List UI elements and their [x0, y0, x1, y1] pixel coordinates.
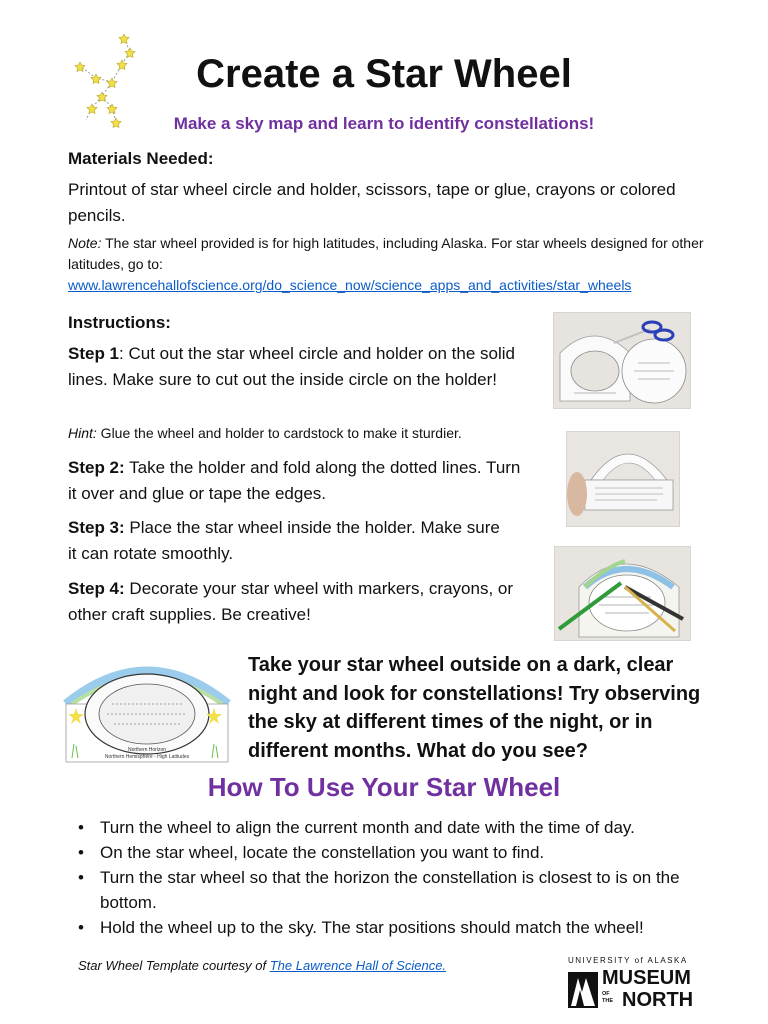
photo-decorating: [554, 546, 691, 641]
of-the-label: OF THE: [602, 991, 613, 1004]
step-3: [68, 515, 508, 567]
howto-list: [68, 815, 708, 940]
step-1-label: Step 1: [68, 344, 120, 363]
hint-label: Hint:: [68, 425, 97, 441]
finished-star-wheel-image: [62, 648, 232, 764]
list-item: • Hold the wheel up to the sky. The star positions should match the wheel!: [68, 915, 708, 940]
note-text: The star wheel provided is for high latitudes, including Alaska. For star wheels designed for other latitudes, go to:: [68, 235, 704, 272]
museum-mark-icon: [568, 972, 598, 1008]
step-1-text: Cut out the star wheel circle and holder on the solid lines. Make sure to cut out the inside circle on the holder!: [68, 344, 515, 389]
hint: [68, 423, 548, 444]
north-label: NORTH: [622, 989, 694, 1011]
instructions-heading: Instructions:: [68, 313, 171, 332]
bullet-icon: •: [78, 868, 84, 887]
template-credit: [78, 958, 446, 973]
step-4-text: Decorate your star wheel with markers, crayons, or other craft supplies. Be creative!: [68, 579, 514, 624]
photo-folding-holder: [566, 431, 680, 527]
step-4: [68, 576, 518, 628]
step-4-label: Step 4:: [68, 579, 125, 598]
bullet-icon: •: [78, 818, 84, 837]
note-label: Note:: [68, 235, 102, 251]
list-item: • Turn the star wheel so that the horizon the constellation is closest to is on the bottom.: [68, 865, 708, 915]
lawrence-hall-link[interactable]: The Lawrence Hall of Science.: [269, 958, 447, 973]
step-3-text: Place the star wheel inside the holder. Make sure it can rotate smoothly.: [68, 518, 500, 563]
page-title: Create a Star Wheel: [196, 52, 572, 96]
step-1: Step 1: Cut out the star wheel circle and holder on the solid lines. Make sure to cut out the inside circle on the holder!: [68, 344, 515, 389]
step-3-label: Step 3:: [68, 518, 125, 537]
bullet-icon: •: [78, 843, 84, 862]
list-item: • On the star wheel, locate the constellation you want to find.: [68, 840, 708, 865]
materials-heading: Materials Needed:: [68, 149, 214, 168]
holder-caption: Northern Hemisphere - High Latitudes: [104, 754, 190, 760]
step-2-label: Step 2:: [68, 458, 125, 477]
star-wheels-link[interactable]: www.lawrencehallofscience.org/do_science_now/science_apps_and_activities/star_wheels: [68, 277, 632, 293]
photo-cut-out-pieces: [553, 312, 691, 409]
bullet-icon: •: [78, 918, 84, 937]
museum-label: MUSEUM: [602, 967, 691, 989]
cut-out-pieces-image: [554, 313, 690, 408]
credit-text: Star Wheel Template courtesy of: [78, 958, 270, 973]
decorating-image: [555, 547, 690, 640]
folding-holder-image: [567, 432, 679, 526]
university-label: UNIVERSITY of ALASKA: [568, 956, 688, 965]
materials-text: Printout of star wheel circle and holder, scissors, tape or glue, crayons or colored pencils.: [68, 180, 676, 225]
hint-text: Glue the wheel and holder to cardstock to make it sturdier.: [96, 425, 462, 441]
finished-star-wheel-illustration: [62, 648, 232, 764]
page-subtitle: Make a sky map and learn to identify constellations!: [173, 114, 595, 133]
list-item: • Turn the wheel to align the current month and date with the time of day.: [68, 815, 708, 840]
step-2: [68, 455, 533, 507]
materials-note: [68, 233, 708, 296]
howto-heading: How To Use Your Star Wheel: [207, 772, 561, 802]
outdoor-callout: Take your star wheel outside on a dark, clear night and look for constellations! Try observing the sky at different times of the night, or in different months. What do you see?: [248, 654, 701, 762]
step-2-text: Take the holder and fold along the dotted lines. Turn it over and glue or tape the edges.: [68, 458, 521, 503]
wheel-caption: Northern Horizon: [127, 747, 167, 753]
museum-logo: [566, 956, 706, 1012]
